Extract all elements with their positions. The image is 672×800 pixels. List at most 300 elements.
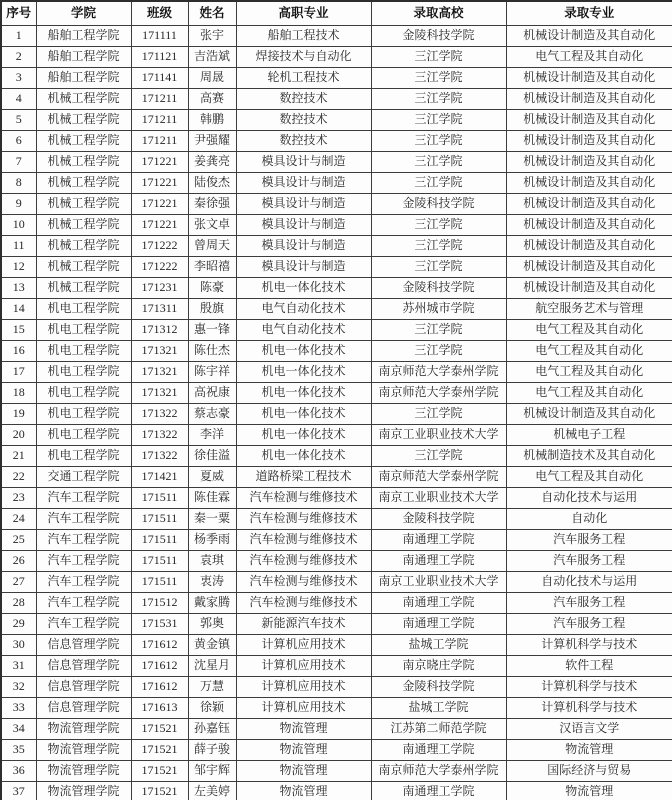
cell-name: 薛子骏 [188,740,236,761]
cell-name: 杨季雨 [188,530,236,551]
cell-vocational-major: 道路桥梁工程技术 [236,467,371,488]
cell-name: 徐佳溢 [188,446,236,467]
table-row [1,488,672,509]
cell-class: 171512 [131,593,188,614]
cell-college: 机械工程学院 [36,278,131,299]
table-row [1,509,672,530]
cell-name: 李洋 [188,425,236,446]
cell-college: 交通工程学院 [36,467,131,488]
cell-class: 171222 [131,236,188,257]
cell-vocational-major: 船舶工程技术 [236,26,371,47]
cell-class: 171322 [131,425,188,446]
cell-index: 5 [1,110,36,131]
cell-admitted-major: 自动化 [506,509,672,530]
cell-class: 171322 [131,404,188,425]
cell-vocational-major: 汽车检测与维修技术 [236,593,371,614]
cell-college: 机械工程学院 [36,173,131,194]
cell-vocational-major: 模具设计与制造 [236,236,371,257]
cell-university: 南京师范大学泰州学院 [371,383,506,404]
cell-index: 6 [1,131,36,152]
cell-class: 171121 [131,47,188,68]
cell-name: 孙嘉钰 [188,719,236,740]
cell-name: 夏威 [188,467,236,488]
cell-admitted-major: 电气工程及其自动化 [506,362,672,383]
cell-name: 陈宇祥 [188,362,236,383]
cell-class: 171511 [131,551,188,572]
cell-name: 秦徐强 [188,194,236,215]
cell-college: 机械工程学院 [36,194,131,215]
cell-vocational-major: 计算机应用技术 [236,698,371,719]
cell-class: 171511 [131,572,188,593]
cell-university: 三江学院 [371,215,506,236]
cell-name: 陈佳霖 [188,488,236,509]
table-row [1,299,672,320]
cell-name: 陆俊杰 [188,173,236,194]
cell-class: 171221 [131,173,188,194]
cell-class: 171322 [131,446,188,467]
cell-name: 徐颖 [188,698,236,719]
cell-admitted-major: 机械设计制造及其自动化 [506,110,672,131]
cell-name: 黄金镇 [188,635,236,656]
cell-index: 30 [1,635,36,656]
cell-admitted-major: 国际经济与贸易 [506,761,672,782]
table-row [1,152,672,173]
cell-index: 7 [1,152,36,173]
cell-college: 物流管理学院 [36,719,131,740]
cell-class: 171521 [131,719,188,740]
table-row [1,425,672,446]
table-row [1,446,672,467]
cell-admitted-major: 航空服务艺术与管理 [506,299,672,320]
cell-index: 33 [1,698,36,719]
cell-index: 26 [1,551,36,572]
cell-name: 尹强耀 [188,131,236,152]
cell-class: 171612 [131,635,188,656]
table-row [1,320,672,341]
cell-college: 汽车工程学院 [36,614,131,635]
cell-vocational-major: 轮机工程技术 [236,68,371,89]
cell-vocational-major: 模具设计与制造 [236,152,371,173]
cell-university: 三江学院 [371,152,506,173]
cell-vocational-major: 新能源汽车技术 [236,614,371,635]
cell-admitted-major: 电气工程及其自动化 [506,320,672,341]
cell-index: 18 [1,383,36,404]
cell-university: 三江学院 [371,320,506,341]
cell-vocational-major: 模具设计与制造 [236,257,371,278]
cell-index: 16 [1,341,36,362]
cell-index: 23 [1,488,36,509]
cell-class: 171612 [131,656,188,677]
cell-college: 机电工程学院 [36,383,131,404]
cell-name: 郭奥 [188,614,236,635]
cell-college: 物流管理学院 [36,782,131,800]
cell-university: 苏州城市学院 [371,299,506,320]
cell-vocational-major: 机电一体化技术 [236,425,371,446]
cell-admitted-major: 软件工程 [506,656,672,677]
table-row [1,236,672,257]
cell-name: 袁琪 [188,551,236,572]
cell-admitted-major: 机械设计制造及其自动化 [506,152,672,173]
cell-admitted-major: 计算机科学与技术 [506,677,672,698]
cell-class: 171312 [131,320,188,341]
cell-college: 机电工程学院 [36,446,131,467]
cell-college: 船舶工程学院 [36,68,131,89]
cell-college: 机械工程学院 [36,131,131,152]
cell-university: 三江学院 [371,341,506,362]
cell-class: 171511 [131,488,188,509]
cell-university: 三江学院 [371,68,506,89]
cell-index: 25 [1,530,36,551]
table-row [1,215,672,236]
cell-admitted-major: 机械设计制造及其自动化 [506,257,672,278]
cell-class: 171141 [131,68,188,89]
table-row [1,782,672,800]
cell-admitted-major: 电气工程及其自动化 [506,341,672,362]
cell-university: 三江学院 [371,173,506,194]
cell-vocational-major: 数控技术 [236,131,371,152]
table-row [1,110,672,131]
cell-university: 南通理工学院 [371,782,506,800]
table-header-row [1,1,672,26]
cell-vocational-major: 汽车检测与维修技术 [236,551,371,572]
cell-class: 171521 [131,761,188,782]
cell-class: 171511 [131,509,188,530]
cell-index: 36 [1,761,36,782]
cell-college: 机械工程学院 [36,110,131,131]
cell-admitted-major: 电气工程及其自动化 [506,47,672,68]
header-class: 班级 [131,1,188,26]
cell-college: 机械工程学院 [36,152,131,173]
cell-university: 三江学院 [371,110,506,131]
cell-class: 171511 [131,530,188,551]
cell-vocational-major: 物流管理 [236,719,371,740]
cell-vocational-major: 物流管理 [236,740,371,761]
cell-index: 4 [1,89,36,110]
header-index: 序号 [1,1,36,26]
cell-index: 29 [1,614,36,635]
cell-vocational-major: 汽车检测与维修技术 [236,488,371,509]
table-row [1,551,672,572]
cell-admitted-major: 机械设计制造及其自动化 [506,68,672,89]
table-row [1,677,672,698]
cell-university: 三江学院 [371,131,506,152]
cell-class: 171521 [131,740,188,761]
table-row [1,572,672,593]
cell-university: 南京师范大学泰州学院 [371,467,506,488]
cell-class: 171612 [131,677,188,698]
cell-index: 19 [1,404,36,425]
cell-vocational-major: 电气自动化技术 [236,299,371,320]
table-row [1,740,672,761]
cell-university: 三江学院 [371,257,506,278]
cell-name: 陈豪 [188,278,236,299]
header-university: 录取高校 [371,1,506,26]
cell-class: 171231 [131,278,188,299]
cell-class: 171211 [131,89,188,110]
table-row [1,635,672,656]
table-row [1,719,672,740]
cell-name: 张文卓 [188,215,236,236]
cell-index: 9 [1,194,36,215]
cell-university: 盐城工学院 [371,635,506,656]
cell-index: 2 [1,47,36,68]
cell-university: 三江学院 [371,47,506,68]
table-row [1,173,672,194]
cell-vocational-major: 数控技术 [236,110,371,131]
cell-vocational-major: 汽车检测与维修技术 [236,509,371,530]
cell-name: 惠一锋 [188,320,236,341]
cell-university: 南通理工学院 [371,593,506,614]
cell-class: 171111 [131,26,188,47]
header-admitted-major: 录取专业 [506,1,672,26]
cell-college: 机电工程学院 [36,362,131,383]
table-row [1,362,672,383]
cell-index: 34 [1,719,36,740]
cell-class: 171211 [131,110,188,131]
cell-university: 南京晓庄学院 [371,656,506,677]
cell-university: 金陵科技学院 [371,278,506,299]
cell-college: 机电工程学院 [36,341,131,362]
cell-name: 蔡志豪 [188,404,236,425]
cell-name: 戴家腾 [188,593,236,614]
cell-vocational-major: 模具设计与制造 [236,194,371,215]
table-row [1,68,672,89]
table-row [1,131,672,152]
cell-vocational-major: 机电一体化技术 [236,362,371,383]
cell-university: 南京工业职业技术大学 [371,488,506,509]
cell-college: 船舶工程学院 [36,47,131,68]
cell-college: 机械工程学院 [36,215,131,236]
cell-university: 金陵科技学院 [371,26,506,47]
table-row [1,404,672,425]
cell-name: 邹宇辉 [188,761,236,782]
cell-name: 张宇 [188,26,236,47]
table-row [1,341,672,362]
cell-admitted-major: 机械设计制造及其自动化 [506,236,672,257]
table-row [1,698,672,719]
table-row [1,47,672,68]
cell-college: 汽车工程学院 [36,488,131,509]
cell-university: 金陵科技学院 [371,194,506,215]
cell-college: 汽车工程学院 [36,572,131,593]
cell-class: 171311 [131,299,188,320]
header-college: 学院 [36,1,131,26]
cell-university: 金陵科技学院 [371,677,506,698]
cell-university: 南京工业职业技术大学 [371,425,506,446]
cell-university: 南京师范大学泰州学院 [371,362,506,383]
cell-college: 物流管理学院 [36,761,131,782]
cell-vocational-major: 物流管理 [236,782,371,800]
cell-index: 14 [1,299,36,320]
cell-college: 信息管理学院 [36,656,131,677]
cell-name: 陈仕杰 [188,341,236,362]
cell-index: 12 [1,257,36,278]
table-row [1,656,672,677]
cell-class: 171221 [131,194,188,215]
cell-class: 171613 [131,698,188,719]
cell-admitted-major: 机械设计制造及其自动化 [506,404,672,425]
cell-university: 盐城工学院 [371,698,506,719]
cell-index: 10 [1,215,36,236]
cell-name: 秦一粟 [188,509,236,530]
cell-index: 8 [1,173,36,194]
cell-university: 江苏第二师范学院 [371,719,506,740]
cell-vocational-major: 机电一体化技术 [236,341,371,362]
header-name: 姓名 [188,1,236,26]
cell-vocational-major: 汽车检测与维修技术 [236,572,371,593]
cell-class: 171321 [131,383,188,404]
cell-name: 沈星月 [188,656,236,677]
table-row [1,194,672,215]
cell-vocational-major: 计算机应用技术 [236,635,371,656]
cell-admitted-major: 机械设计制造及其自动化 [506,194,672,215]
cell-index: 13 [1,278,36,299]
cell-index: 15 [1,320,36,341]
cell-college: 机电工程学院 [36,299,131,320]
cell-vocational-major: 物流管理 [236,761,371,782]
cell-name: 衷涛 [188,572,236,593]
cell-class: 171221 [131,152,188,173]
cell-index: 20 [1,425,36,446]
table-row [1,614,672,635]
table-row [1,278,672,299]
cell-admitted-major: 机械设计制造及其自动化 [506,215,672,236]
table-row [1,467,672,488]
cell-name: 周晟 [188,68,236,89]
cell-college: 机电工程学院 [36,425,131,446]
cell-admitted-major: 计算机科学与技术 [506,698,672,719]
cell-name: 吉浩斌 [188,47,236,68]
cell-vocational-major: 计算机应用技术 [236,656,371,677]
cell-class: 171211 [131,131,188,152]
cell-university: 金陵科技学院 [371,509,506,530]
cell-index: 1 [1,26,36,47]
cell-admitted-major: 机械电子工程 [506,425,672,446]
cell-college: 信息管理学院 [36,635,131,656]
cell-university: 三江学院 [371,236,506,257]
cell-admitted-major: 物流管理 [506,782,672,800]
cell-college: 汽车工程学院 [36,551,131,572]
cell-university: 南通理工学院 [371,614,506,635]
cell-college: 机械工程学院 [36,236,131,257]
cell-admitted-major: 自动化技术与运用 [506,488,672,509]
cell-index: 32 [1,677,36,698]
cell-admitted-major: 汽车服务工程 [506,614,672,635]
cell-index: 21 [1,446,36,467]
cell-index: 27 [1,572,36,593]
cell-vocational-major: 模具设计与制造 [236,173,371,194]
cell-university: 三江学院 [371,404,506,425]
cell-college: 机械工程学院 [36,257,131,278]
cell-admitted-major: 机械设计制造及其自动化 [506,173,672,194]
header-vocational-major: 高职专业 [236,1,371,26]
cell-name: 高祝康 [188,383,236,404]
cell-index: 24 [1,509,36,530]
cell-admitted-major: 机械设计制造及其自动化 [506,131,672,152]
cell-university: 三江学院 [371,446,506,467]
cell-admitted-major: 机械设计制造及其自动化 [506,278,672,299]
table-row [1,530,672,551]
cell-admitted-major: 汉语言文学 [506,719,672,740]
cell-index: 11 [1,236,36,257]
cell-college: 汽车工程学院 [36,593,131,614]
cell-index: 22 [1,467,36,488]
cell-name: 高赛 [188,89,236,110]
cell-index: 28 [1,593,36,614]
cell-college: 机电工程学院 [36,320,131,341]
cell-class: 171421 [131,467,188,488]
cell-university: 三江学院 [371,89,506,110]
cell-university: 南京工业职业技术大学 [371,572,506,593]
cell-admitted-major: 汽车服务工程 [506,530,672,551]
table-body [1,26,672,800]
cell-vocational-major: 机电一体化技术 [236,446,371,467]
cell-university: 南京师范大学泰州学院 [371,761,506,782]
cell-vocational-major: 数控技术 [236,89,371,110]
table-row [1,26,672,47]
cell-name: 韩鹏 [188,110,236,131]
cell-class: 171222 [131,257,188,278]
cell-vocational-major: 机电一体化技术 [236,404,371,425]
table-row [1,383,672,404]
cell-college: 物流管理学院 [36,740,131,761]
cell-college: 汽车工程学院 [36,509,131,530]
cell-vocational-major: 计算机应用技术 [236,677,371,698]
cell-college: 机械工程学院 [36,89,131,110]
cell-university: 南通理工学院 [371,740,506,761]
cell-college: 信息管理学院 [36,698,131,719]
cell-name: 姜龚亮 [188,152,236,173]
cell-admitted-major: 机械设计制造及其自动化 [506,89,672,110]
cell-index: 31 [1,656,36,677]
cell-college: 汽车工程学院 [36,530,131,551]
cell-vocational-major: 机电一体化技术 [236,383,371,404]
table-row [1,257,672,278]
cell-admitted-major: 物流管理 [506,740,672,761]
cell-index: 35 [1,740,36,761]
table-row [1,761,672,782]
table-row [1,593,672,614]
cell-university: 南通理工学院 [371,551,506,572]
cell-college: 机电工程学院 [36,404,131,425]
cell-admitted-major: 自动化技术与运用 [506,572,672,593]
cell-class: 171321 [131,362,188,383]
cell-admitted-major: 机械制造技术及其自动化 [506,446,672,467]
cell-index: 3 [1,68,36,89]
cell-name: 殷旗 [188,299,236,320]
cell-vocational-major: 模具设计与制造 [236,215,371,236]
cell-index: 37 [1,782,36,800]
cell-vocational-major: 机电一体化技术 [236,278,371,299]
cell-college: 信息管理学院 [36,677,131,698]
cell-admitted-major: 电气工程及其自动化 [506,383,672,404]
cell-vocational-major: 焊接技术与自动化 [236,47,371,68]
cell-university: 南通理工学院 [371,530,506,551]
cell-college: 船舶工程学院 [36,26,131,47]
cell-admitted-major: 汽车服务工程 [506,551,672,572]
cell-name: 万慧 [188,677,236,698]
cell-admitted-major: 机械设计制造及其自动化 [506,26,672,47]
cell-name: 李昭禧 [188,257,236,278]
cell-vocational-major: 汽车检测与维修技术 [236,530,371,551]
cell-name: 左美婷 [188,782,236,800]
cell-class: 171321 [131,341,188,362]
cell-admitted-major: 电气工程及其自动化 [506,467,672,488]
cell-class: 171521 [131,782,188,800]
cell-vocational-major: 电气自动化技术 [236,320,371,341]
cell-class: 171221 [131,215,188,236]
cell-index: 17 [1,362,36,383]
